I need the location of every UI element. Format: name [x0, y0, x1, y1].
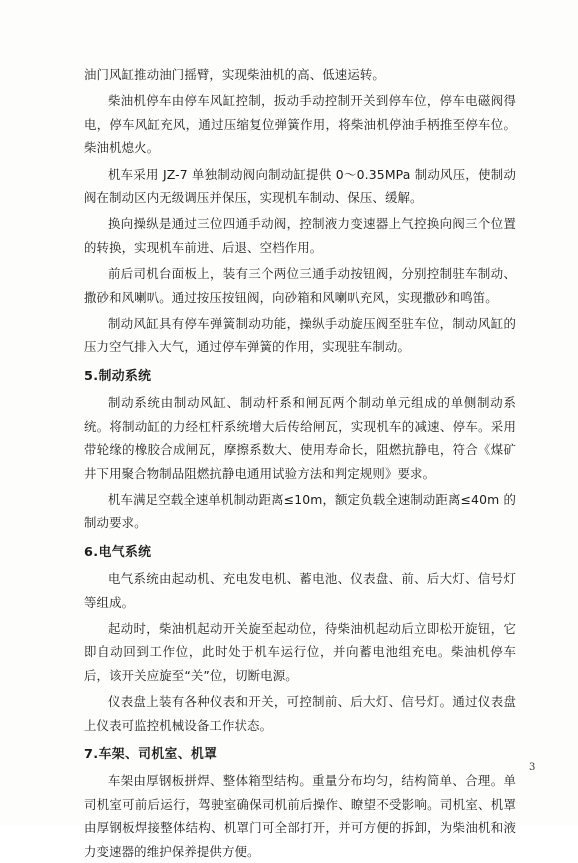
section-heading-brake-system: 5.制动系统 [84, 368, 152, 384]
page-body [84, 63, 516, 863]
paragraph-electrical-components: 电气系统由起动机、充电发电机、蓄电池、仪表盘、前、后大灯、信号灯等组成。 [84, 571, 516, 610]
paragraph-parking-brake: 制动风缸具有停车弹簧制动功能，操纵手动旋压阀至驻车位，制动风缸的压力空气排入大气，通过停车弹簧的作用，实现驻车制动。 [84, 316, 516, 355]
paragraph-direction-control: 换向操纵是通过三位四通手动阀，控制液力变速器上气控换向阀三个位置的转换，实现机车前进、后退、空档作用。 [84, 216, 516, 255]
page-number: 3 [529, 762, 536, 773]
section-heading-frame-cab-hood: 7.车架、司机室、机罩 [84, 746, 218, 762]
paragraph-jz7-brake-valve: 机车采用 JZ-7 单独制动阀向制动缸提供 0～0.35MPa 制动风压，使制动阀在制动区内无级调压并保压，实现机车制动、保压、缓解。 [84, 166, 516, 206]
paragraph-brake-system: 制动系统由制动风缸、制动杆系和闸瓦两个制动单元组成的单侧制动系统。将制动缸的力经杠杆系统增大后传给闸瓦，实现机车的减速、停车。采用带轮缘的橡胶合成闸瓦，摩擦系数大、使用寿命长，阻燃抗静电，符合《煤矿井下用聚合物制品阻燃抗静电通用试验方法和判定规则》要求。 [84, 395, 516, 481]
paragraph-frame-cab-hood: 车架由厚钢板拼焊、整体箱型结构。重量分布均匀，结构简单、合理。单司机室可前后运行，驾驶室确保司机前后操作、瞭望不受影响。司机室、机罩由厚钢板焊接整体结构、机罩门可全部打开，并可方便的拆卸，为柴油机和液力变速器的维护保养提供方便。 [84, 773, 516, 859]
paragraph-engine-start: 起动时，柴油机起动开关旋至起动位，待柴油机起动后立即松开旋钮，它即自动回到工作位，此时处于机车运行位，并向蓄电池组充电。柴油机停车后，该开关应旋至“关”位，切断电源。 [84, 620, 516, 683]
paragraph-instrument-panel: 仪表盘上装有各种仪表和开关，可控制前、后大灯、信号灯。通过仪表盘上仪表可监控机械设备工作状态。 [84, 694, 516, 733]
section-heading-electrical-system: 6.电气系统 [84, 544, 152, 560]
paragraph-engine-stop: 柴油机停车由停车风缸控制，扳动手动控制开关到停车位，停车电磁阀得电，停车风缸充风，通过压缩复位弹簧作用，将柴油机停油手柄推至停车位。柴油机熄火。 [84, 93, 516, 156]
paragraph-brake-distance: 机车满足空载全速单机制动距离≤10m，额定负载全速制动距离≤40m 的制动要求。 [84, 491, 516, 531]
paragraph-throttle-cylinder: 油门风缸推动油门摇臂，实现柴油机的高、低速运转。 [84, 67, 385, 82]
paragraph-driver-panel-valves: 前后司机台面板上，装有三个两位三通手动按钮阀，分别控制驻车制动、撒砂和风喇叭。通过按压按钮阀，向砂箱和风喇叭充风，实现撒砂和鸣笛。 [84, 266, 516, 305]
